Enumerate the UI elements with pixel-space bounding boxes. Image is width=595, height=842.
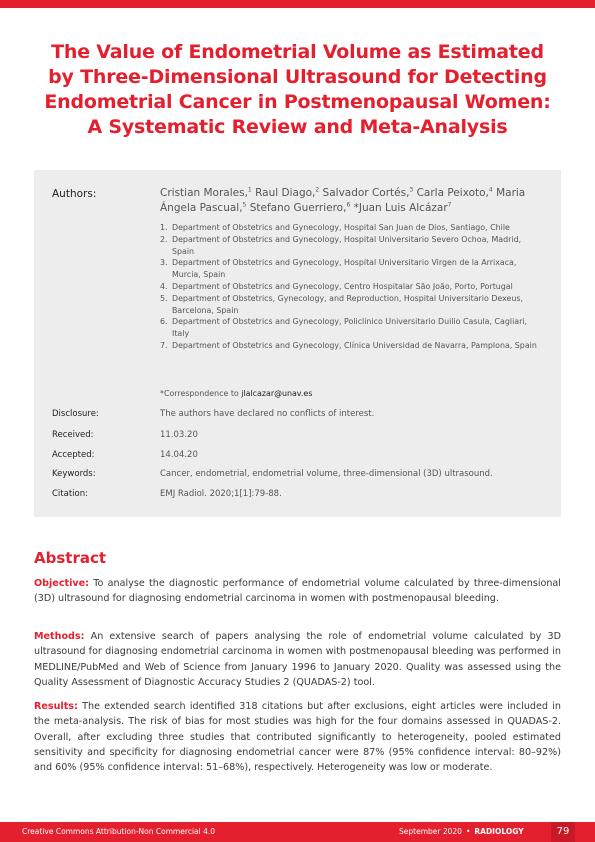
affiliations-list [160, 222, 540, 352]
footer-bar [0, 822, 595, 842]
authors-list [160, 186, 545, 216]
author-affil-sup: 1 [247, 186, 252, 194]
affiliation-number: 6. [160, 317, 168, 327]
disclosure-label: Disclosure: [52, 409, 99, 419]
affiliation-number: 3. [160, 258, 168, 268]
abstract-methods [34, 629, 561, 690]
abstract-results [34, 699, 561, 775]
top-accent-bar [0, 0, 595, 8]
author-name: Carla Peixoto, [416, 187, 489, 199]
author-affil-sup: 2 [315, 186, 320, 194]
accepted-value: 14.04.20 [160, 450, 198, 460]
results-text: The extended search identified 318 citations but after exclusions, eight articles were included in the meta-analysis. The risk of bias for most studies was high for the four domains assessed in QUADAS-2. Overall, after excluding three studies that contributed significantly to heterogeneity, pooled estimated sensitivity and specificity for diagnosing endometrial cancer were 87% (95% confidence interval: 80–92%) and 60% (95% confidence interval: 51–68%), respectively. Heterogeneity was low or moderate. [34, 701, 561, 774]
article-title [30, 40, 565, 140]
results-label: Results: [34, 701, 78, 712]
affiliation-text: Department of Obstetrics and Gynecology, Hospital Universitario Severo Ochoa, Madrid, Spain [172, 234, 522, 256]
disclosure-value: The authors have declared no conflicts of interest. [160, 409, 375, 419]
affiliation-item [160, 234, 540, 258]
correspondence [160, 389, 312, 398]
author-affil-sup: 7 [447, 201, 452, 209]
abstract-heading: Abstract [34, 549, 107, 567]
keywords-value: Cancer, endometrial, endometrial volume, three-dimensional (3D) ultrasound. [160, 469, 493, 479]
title-line: The Value of Endometrial Volume as Estimated [51, 41, 544, 63]
page-number: 79 [551, 822, 575, 842]
affiliation-number: 2. [160, 234, 168, 244]
affiliation-item [160, 222, 540, 234]
affiliation-item [160, 316, 540, 340]
title-line: by Three-Dimensional Ultrasound for Detecting [48, 66, 547, 88]
affiliation-number: 1. [160, 223, 168, 232]
affiliation-text: Department of Obstetrics and Gynecology, Hospital Universitario Virgen de la Arrixaca, Murcia, Spain [172, 258, 517, 280]
affiliation-number: 7. [160, 340, 168, 350]
received-label: Received: [52, 430, 94, 440]
correspondence-prefix: *Correspondence to [160, 389, 239, 398]
authors-label: Authors: [52, 188, 97, 200]
methods-text: An extensive search of papers analysing the role of endometrial volume calculated by 3D ultrasound for diagnosing endometrial carcinoma in women with postmenopausal bleeding was performed in MEDLINE/PubMed and Web of Science from January 1996 to January 2020. Quality was assessed using the Quality Assessment of Diagnostic Accuracy Studies 2 (QUADAS-2) tool. [34, 631, 561, 688]
affiliation-number: 4. [160, 281, 168, 291]
affiliation-text: Department of Obstetrics, Gynecology, and Reproduction, Hospital Universitario Dexeus, Barcelona, Spain [172, 293, 524, 315]
author-name: Stefano Guerriero, [249, 202, 347, 214]
keywords-label: Keywords: [52, 469, 96, 479]
license-text: Creative Commons Attribution-Non Commercial 4.0 [22, 827, 216, 836]
article-info-box [34, 170, 561, 517]
author-name: Cristian Morales, [160, 187, 248, 199]
author-name: Maria Ángela Pascual, [160, 187, 526, 214]
citation-label: Citation: [52, 489, 88, 499]
methods-label: Methods: [34, 631, 85, 642]
issue-date: September 2020 [399, 827, 462, 836]
journal-section: RADIOLOGY [474, 827, 524, 836]
affiliation-item [160, 340, 540, 352]
affiliation-item [160, 257, 540, 281]
title-line: A Systematic Review and Meta-Analysis [87, 116, 508, 138]
affiliation-text: Department of Obstetrics and Gynecology, Centro Hospitalar São João, Porto, Portugal [172, 281, 513, 291]
objective-text: To analyse the diagnostic performance of endometrial volume calculated by three-dimensional (3D) ultrasound for diagnosing endometrial carcinoma in women with postmenopausal bleeding. [34, 578, 561, 605]
objective-label: Objective: [34, 578, 89, 589]
author-name: *Juan Luis Alcázar [353, 202, 448, 214]
abstract-objective [34, 576, 561, 607]
affiliation-text: Department of Obstetrics and Gynecology, Policlinico Universitario Duilio Casula, Cagliari, Italy [172, 317, 528, 339]
affiliation-text: Department of Obstetrics and Gynecology, Clínica Universidad de Navarra, Pamplona, Spain [172, 340, 537, 350]
citation-value: EMJ Radiol. 2020;1[1]:79-88. [160, 489, 282, 499]
received-value: 11.03.20 [160, 430, 198, 440]
author-name: Raul Diago, [255, 187, 316, 199]
correspondence-email-link[interactable]: jlalcazar@unav.es [241, 389, 313, 398]
author-affil-sup: 3 [409, 186, 414, 194]
title-line: Endometrial Cancer in Postmenopausal Women: [44, 91, 551, 113]
affiliation-text: Department of Obstetrics and Gynecology, Hospital San Juan de Dios, Santiago, Chile [172, 223, 510, 232]
footer-meta [399, 827, 524, 836]
author-affil-sup: 5 [242, 201, 247, 209]
affiliation-number: 5. [160, 293, 168, 303]
author-affil-sup: 6 [346, 201, 351, 209]
accepted-label: Accepted: [52, 450, 95, 460]
author-name: Salvador Cortés, [322, 187, 410, 199]
affiliation-item [160, 293, 540, 317]
separator-dot: • [465, 827, 471, 836]
author-affil-sup: 4 [488, 186, 493, 194]
affiliation-item [160, 281, 540, 293]
